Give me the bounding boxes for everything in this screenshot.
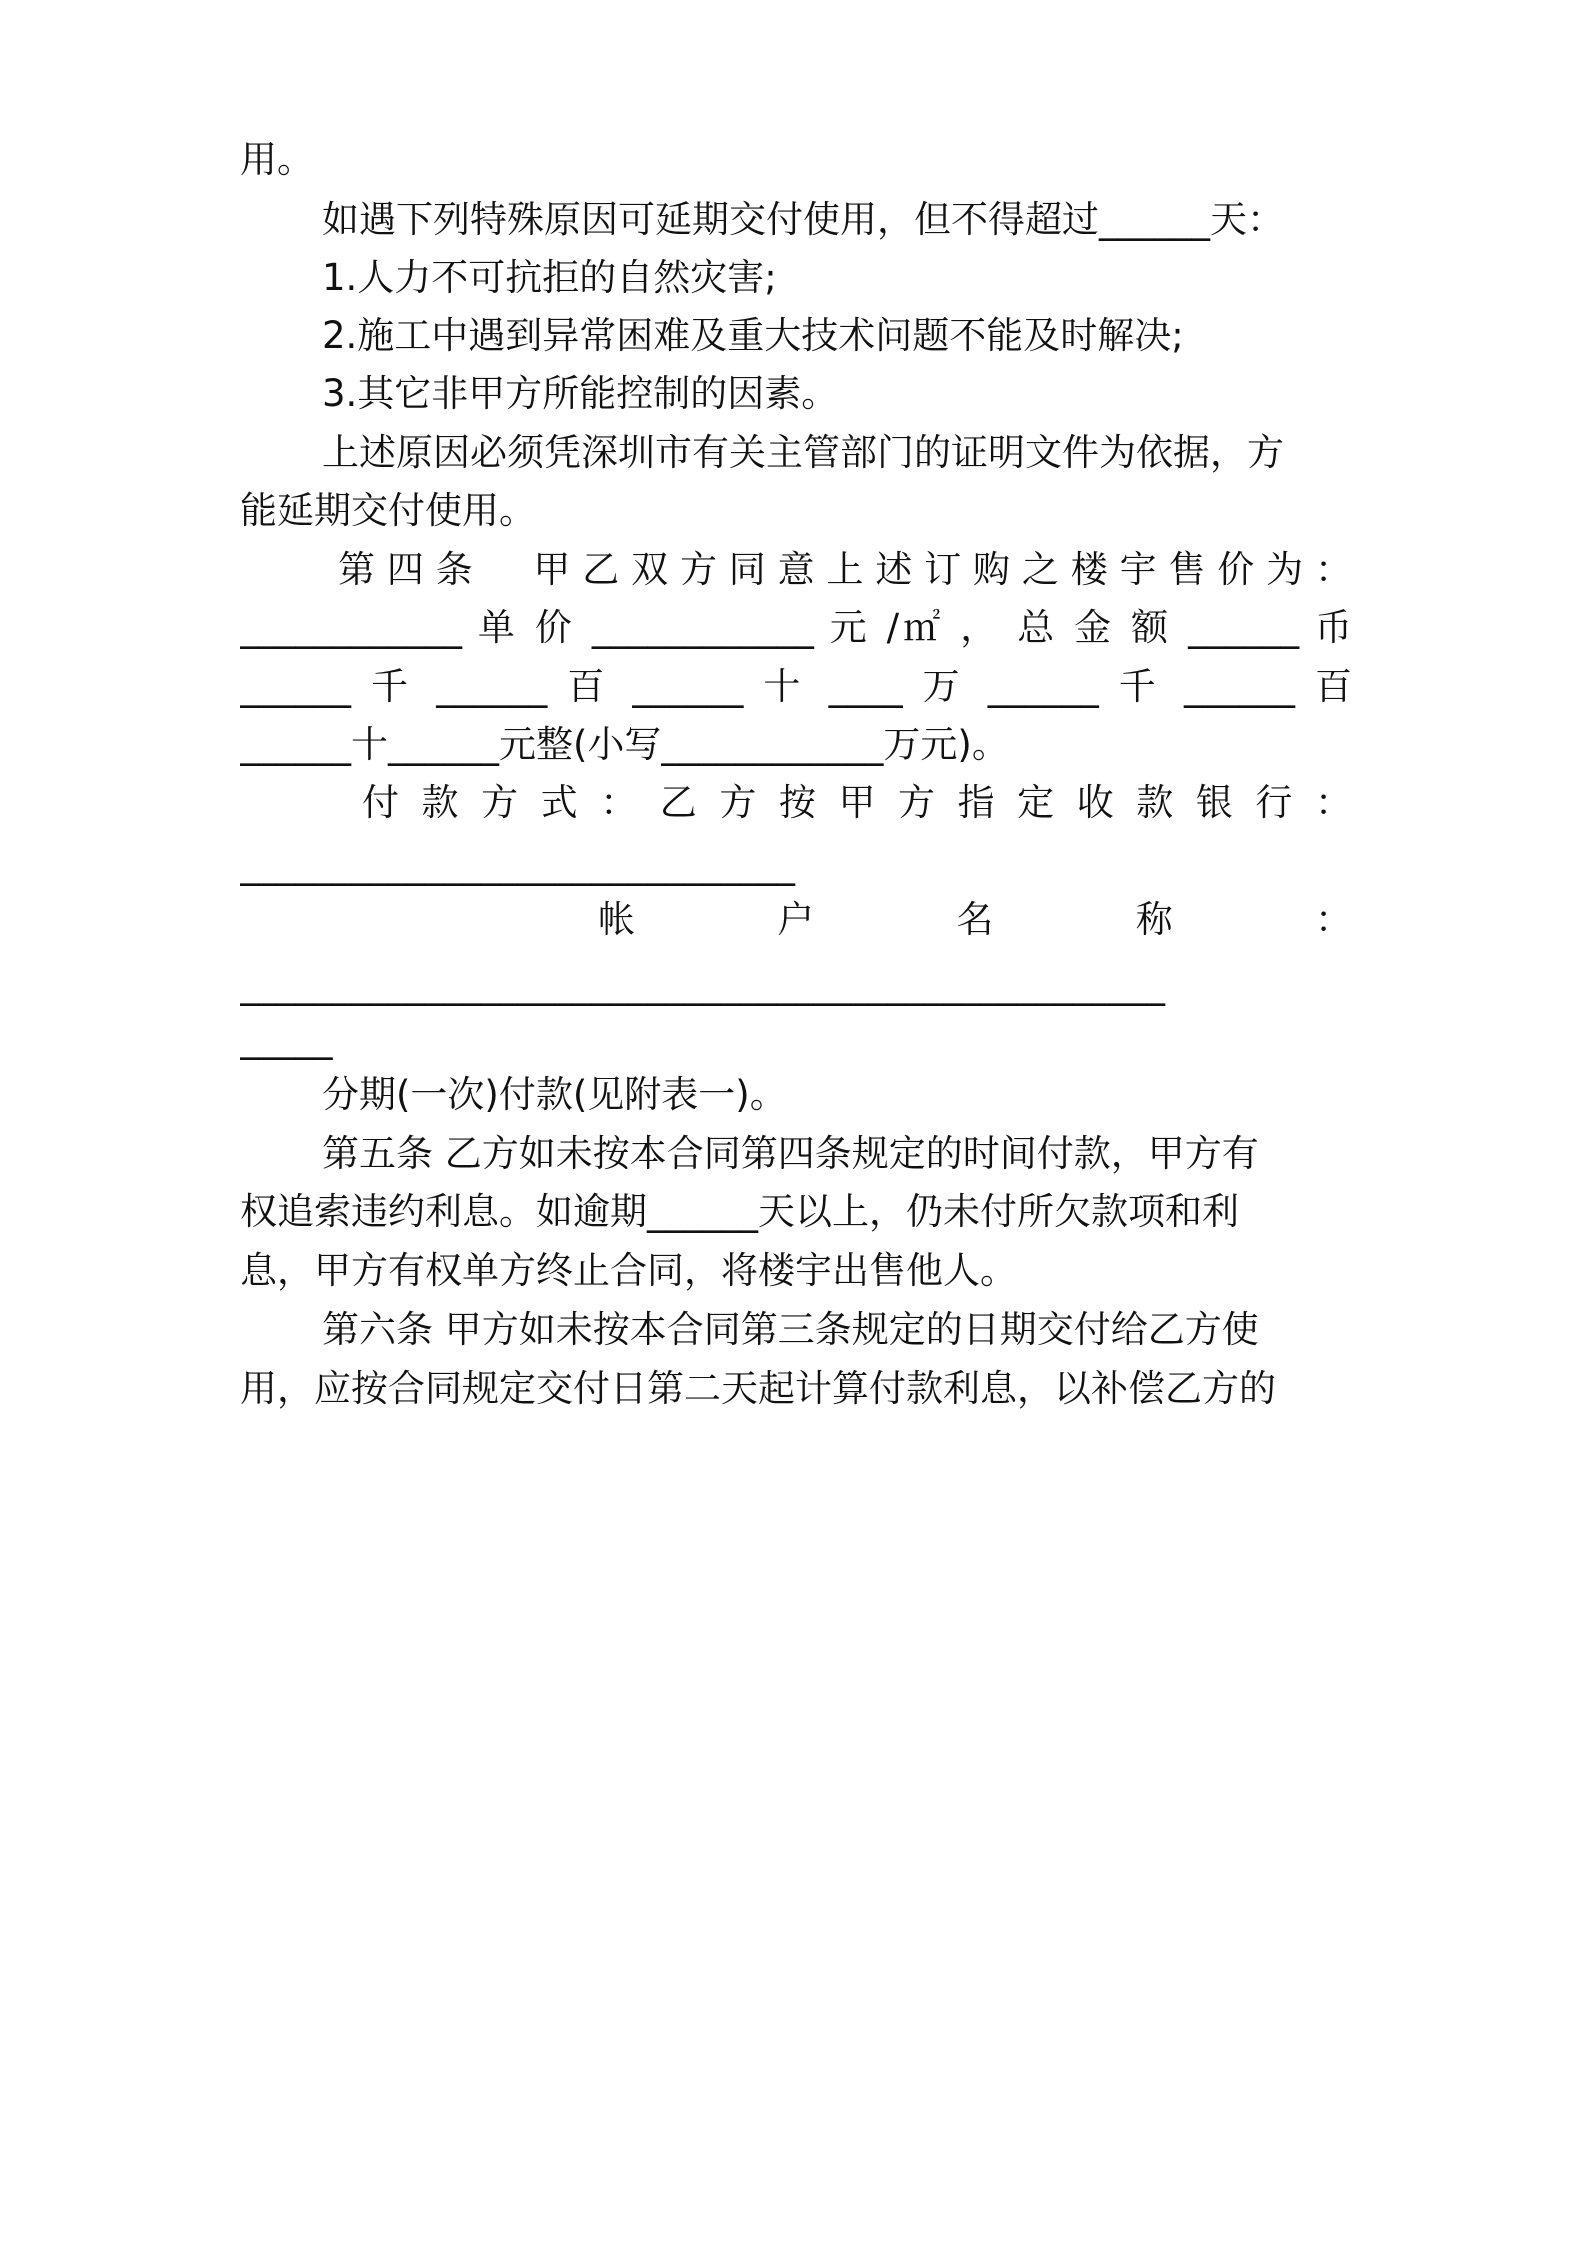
text-line: 如遇下列特殊原因可延期交付使用，但不得超过______天：: [322, 198, 1284, 241]
payment-method-line: 付 款 方 式 ： 乙 方 按 甲 方 指 定 收 款 银 行 ：: [362, 781, 1352, 824]
price-blank-line: ____________ 单 价 ____________ 元 /㎡ ， 总 金 额 ______ 币: [240, 606, 1352, 649]
text-line: 上述原因必须凭深圳市有关主管部门的证明文件为依据，方: [322, 431, 1284, 474]
text-line: 用，应按合同规定交付日第二天起计算付款利息，以补偿乙方的: [240, 1367, 1276, 1410]
blank-line: __________________________________________________: [240, 963, 1165, 1006]
text-line: 能延期交付使用。: [240, 489, 536, 532]
text-line: 第五条 乙方如未按本合同第四条规定的时间付款，甲方有: [322, 1132, 1259, 1175]
text-line: 用。: [240, 138, 314, 181]
text-line: 2.施工中遇到异常困难及重大技术问题不能及时解决;: [322, 314, 1184, 357]
blank-line: _____: [240, 1017, 333, 1060]
text-line: 3.其它非甲方所能控制的因素。: [322, 372, 839, 415]
account-name-line: 帐 户 名 称 ：: [598, 898, 1352, 941]
text-line: 分期(一次)付款(见附表一)。: [322, 1073, 787, 1116]
text-line: 第六条 甲方如未按本合同第三条规定的日期交付给乙方使: [322, 1308, 1259, 1351]
text-line: 1.人力不可抗拒的自然灾害;: [322, 256, 777, 299]
article-4-heading: 第 四 条 甲 乙 双 方 同 意 上 述 订 购 之 楼 宇 售 价 为 ：: [338, 548, 1352, 591]
text-line: 权追索违约利息。如逾期______天以上，仍未付所欠款项和利: [240, 1190, 1239, 1233]
text-line: 息，甲方有权单方终止合同，将楼宇出售他人。: [240, 1249, 1017, 1292]
amount-blank-line: ______十______元整(小写____________万元)。: [240, 723, 1009, 766]
blank-line: ______________________________: [240, 843, 795, 886]
amount-blank-line: ______ 千 ______ 百 ______ 十 ____ 万 ______ 千 ______ 百: [240, 665, 1352, 708]
